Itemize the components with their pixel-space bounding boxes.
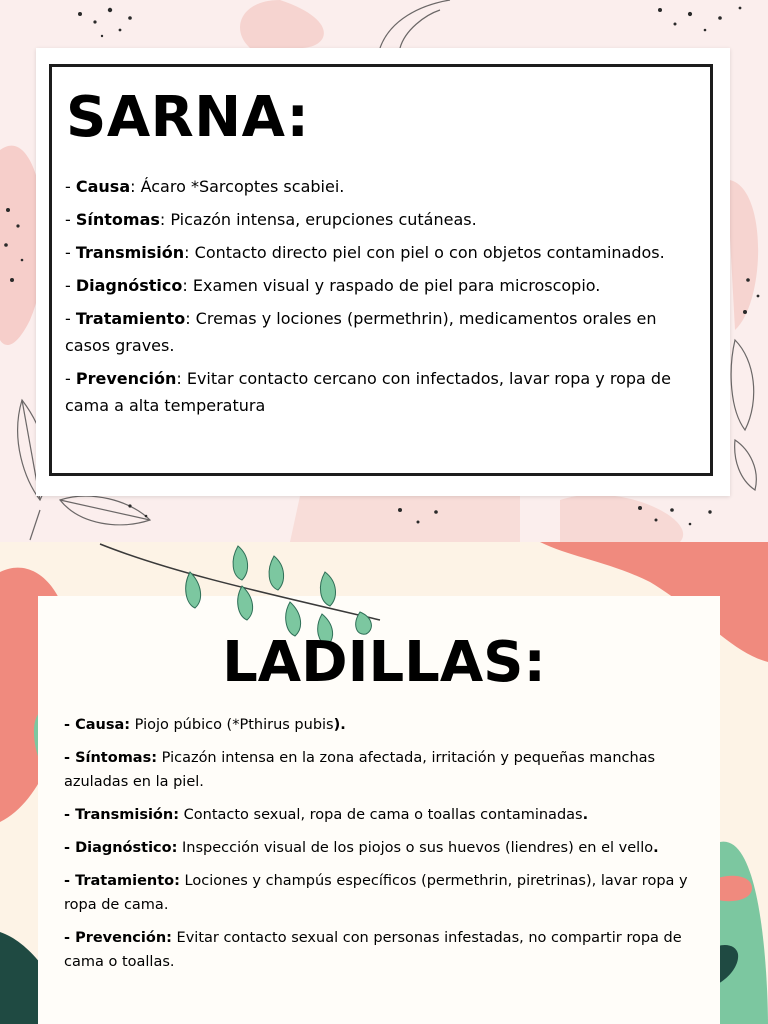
ladillas-item-diagnostico: - Diagnóstico: Inspección visual de los piojos o sus huevos (liendres) en el vello. [64, 840, 659, 856]
ladillas-item-sintomas: - Síntomas: Picazón intensa en la zona afectada, irritación y pequeñas manchas azuladas en la piel. [64, 750, 656, 790]
ladillas-item-tratamiento: - Tratamiento: Lociones y champús específicos (permethrin, piretrinas), lavar ropa y ropa de cama. [64, 873, 688, 913]
sarna-item-tratamiento: - Tratamiento: Cremas y lociones (permethrin), medicamentos orales en casos graves. [65, 309, 657, 355]
ladillas-item-causa: - Causa: Piojo púbico (*Pthirus pubis). [64, 717, 346, 733]
sarna-item-causa: - Causa: Ácaro *Sarcoptes scabiei. [65, 177, 345, 196]
sarna-item-prevencion: - Prevención: Evitar contacto cercano con infectados, lavar ropa y ropa de cama a alta temperatura [65, 369, 671, 415]
sarna-item-transmision: - Transmisión: Contacto directo piel con piel o con objetos contaminados. [65, 243, 665, 262]
ladillas-item-list [64, 713, 696, 983]
sarna-item-sintomas: - Síntomas: Picazón intensa, erupciones cutáneas. [65, 210, 477, 229]
sarna-item-list [65, 173, 695, 425]
content-card-frame [49, 64, 713, 476]
sarna-item-diagnostico: - Diagnóstico: Examen visual y raspado de piel para microscopio. [65, 276, 601, 295]
ladillas-item-prevencion: - Prevención: Evitar contacto sexual con personas infestadas, no compartir ropa de cama o toallas. [64, 930, 682, 970]
content-card-sarna [36, 48, 730, 496]
sarna-title: SARNA: [66, 85, 310, 150]
slide-ladillas [0, 542, 768, 1024]
ladillas-item-transmision: - Transmisión: Contacto sexual, ropa de cama o toallas contaminadas. [64, 807, 589, 823]
ladillas-title: LADILLAS: [222, 630, 546, 695]
